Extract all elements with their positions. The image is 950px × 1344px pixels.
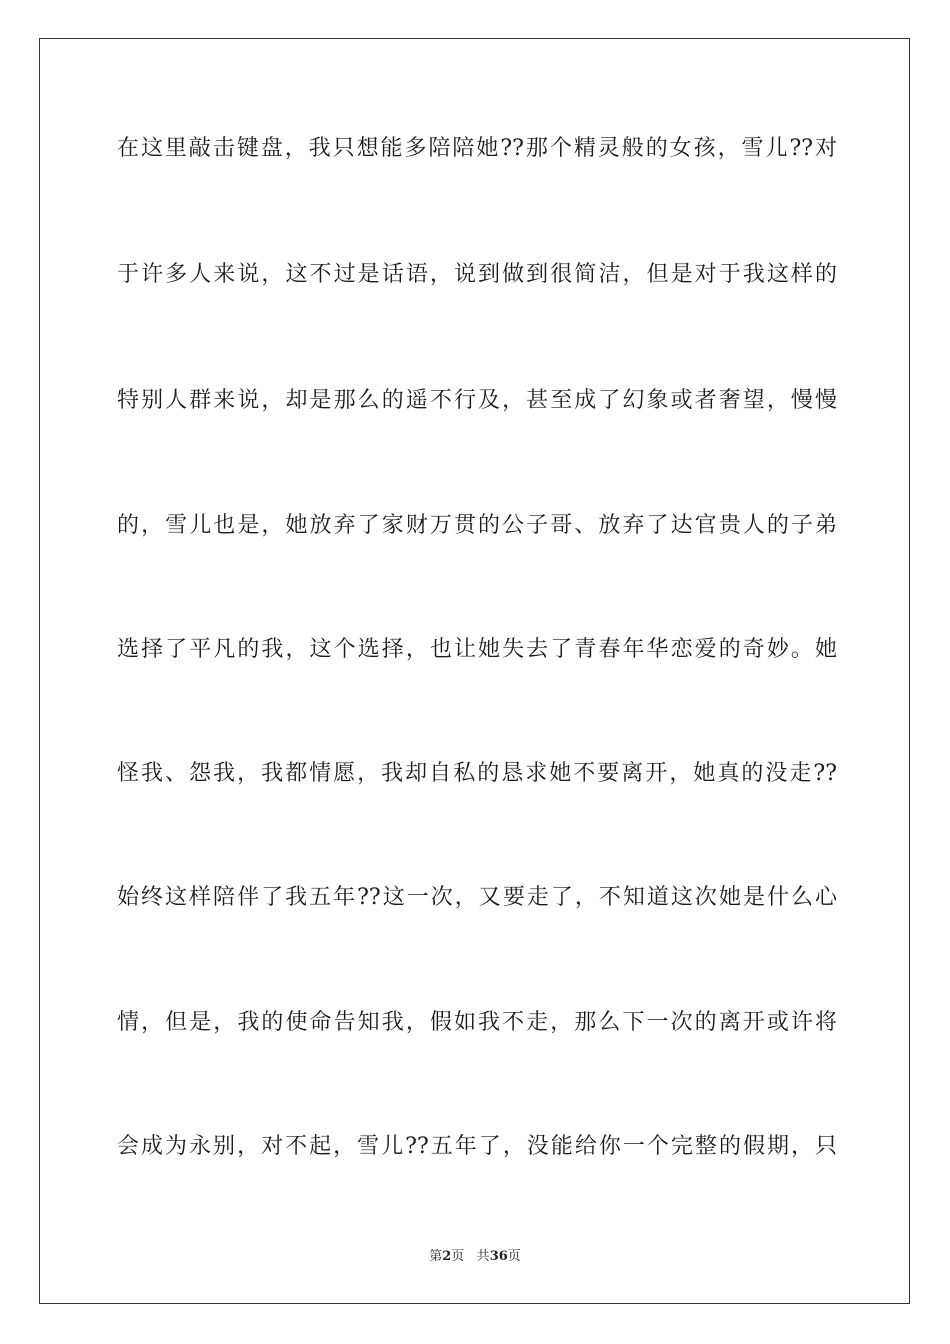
text-line-5: 选择了平凡的我，这个选择，也让她失去了青春年华恋爱的奇妙。她 xyxy=(117,637,837,662)
page-footer xyxy=(0,1245,950,1264)
text-line-1: 在这里敲击键盘，我只想能多陪陪她??那个精灵般的女孩，雪儿??对 xyxy=(117,136,837,161)
total-prefix: 共 xyxy=(476,1249,490,1264)
text-line-3: 特别人群来说，却是那么的遥不行及，甚至成了幻象或者奢望，慢慢 xyxy=(117,388,837,413)
text-line-6: 怪我、怨我，我都情愿，我却自私的恳求她不要离开，她真的没走?? xyxy=(117,761,837,786)
total-pages: 36 xyxy=(489,1249,508,1264)
text-line-2: 于许多人来说，这不过是话语，说到做到很简洁，但是对于我这样的 xyxy=(117,262,837,287)
page-prefix: 第 xyxy=(429,1249,443,1264)
page-number: 2 xyxy=(442,1249,452,1264)
text-line-9: 会成为永别，对不起，雪儿??五年了，没能给你一个完整的假期，只 xyxy=(117,1134,837,1159)
page-suffix: 页 xyxy=(451,1249,465,1264)
text-line-7: 始终这样陪伴了我五年??这一次，又要走了，不知道这次她是什么心 xyxy=(117,885,837,910)
total-suffix: 页 xyxy=(507,1249,521,1264)
page-border xyxy=(39,38,910,1304)
text-line-8: 情，但是，我的使命告知我，假如我不走，那么下一次的离开或许将 xyxy=(117,1010,837,1035)
text-line-4: 的，雪儿也是，她放弃了家财万贯的公子哥、放弃了达官贵人的子弟 xyxy=(117,513,837,538)
